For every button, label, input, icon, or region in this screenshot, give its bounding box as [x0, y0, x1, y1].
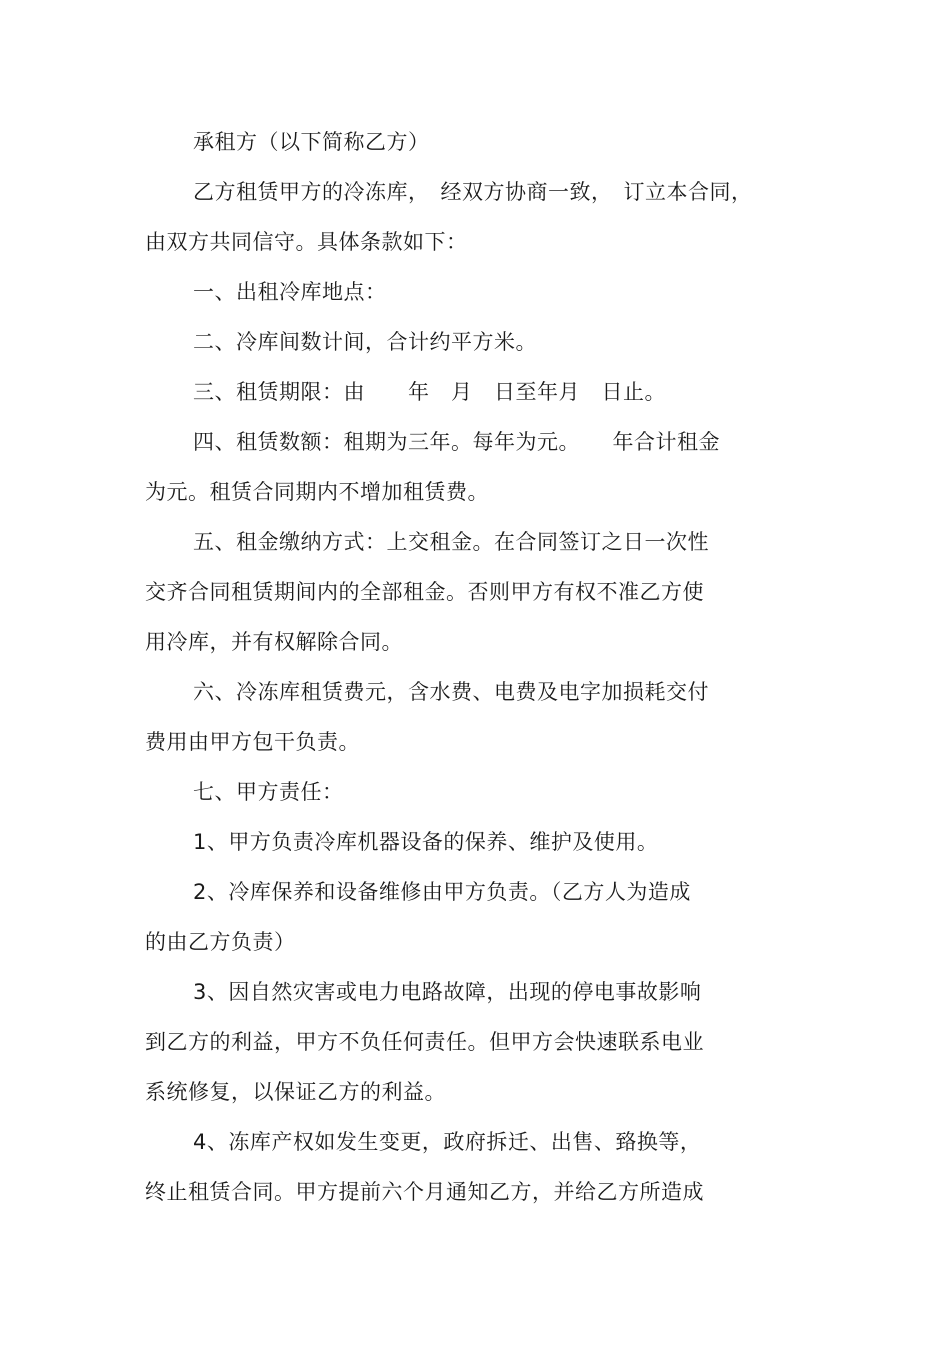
paragraph-line: 五、租金缴纳方式：上交租金。在合同签订之日一次性 — [193, 530, 709, 554]
paragraph-line: 3、因自然灾害或电力电路故障，出现的停电事故影响 — [193, 980, 702, 1004]
paragraph-line: 六、冷冻库租赁费元，含水费、电费及电字加损耗交付 — [193, 680, 709, 704]
paragraph-line: 2、冷库保养和设备维修由甲方负责。（乙方人为造成 — [193, 880, 691, 904]
paragraph-line: 三、租赁期限：由 年 月 日至年月 日止。 — [193, 380, 666, 404]
paragraph-line: 二、冷库间数计间，合计约平方米。 — [193, 330, 537, 354]
paragraph-line: 一、出租冷库地点： — [193, 280, 387, 304]
paragraph-line: 终止租赁合同。甲方提前六个月通知乙方，并给乙方所造成 — [145, 1180, 704, 1204]
paragraph-line: 七、甲方责任： — [193, 780, 344, 804]
paragraph-line: 1、甲方负责冷库机器设备的保养、维护及使用。 — [193, 830, 659, 854]
paragraph-line: 用冷库，并有权解除合同。 — [145, 630, 403, 654]
paragraph-line: 到乙方的利益，甲方不负任何责任。但甲方会快速联系电业 — [145, 1030, 704, 1054]
paragraph-line: 的由乙方负责） — [145, 930, 296, 954]
paragraph-line: 交齐合同租赁期间内的全部租金。否则甲方有权不准乙方使 — [145, 580, 704, 604]
paragraph-line: 为元。租赁合同期内不增加租赁费。 — [145, 480, 489, 504]
paragraph-line: 四、租赁数额：租期为三年。每年为元。 年合计租金 — [193, 430, 720, 454]
paragraph-line: 承租方（以下简称乙方） — [193, 130, 430, 154]
paragraph-line: 4、冻库产权如发生变更，政府拆迁、出售、臵换等， — [193, 1130, 702, 1154]
paragraph-line: 由双方共同信守。具体条款如下： — [145, 230, 468, 254]
paragraph-line: 费用由甲方包干负责。 — [145, 730, 360, 754]
paragraph-line: 乙方租赁甲方的冷冻库， 经双方协商一致， 订立本合同， — [193, 180, 753, 204]
paragraph-line: 系统修复，以保证乙方的利益。 — [145, 1080, 446, 1104]
